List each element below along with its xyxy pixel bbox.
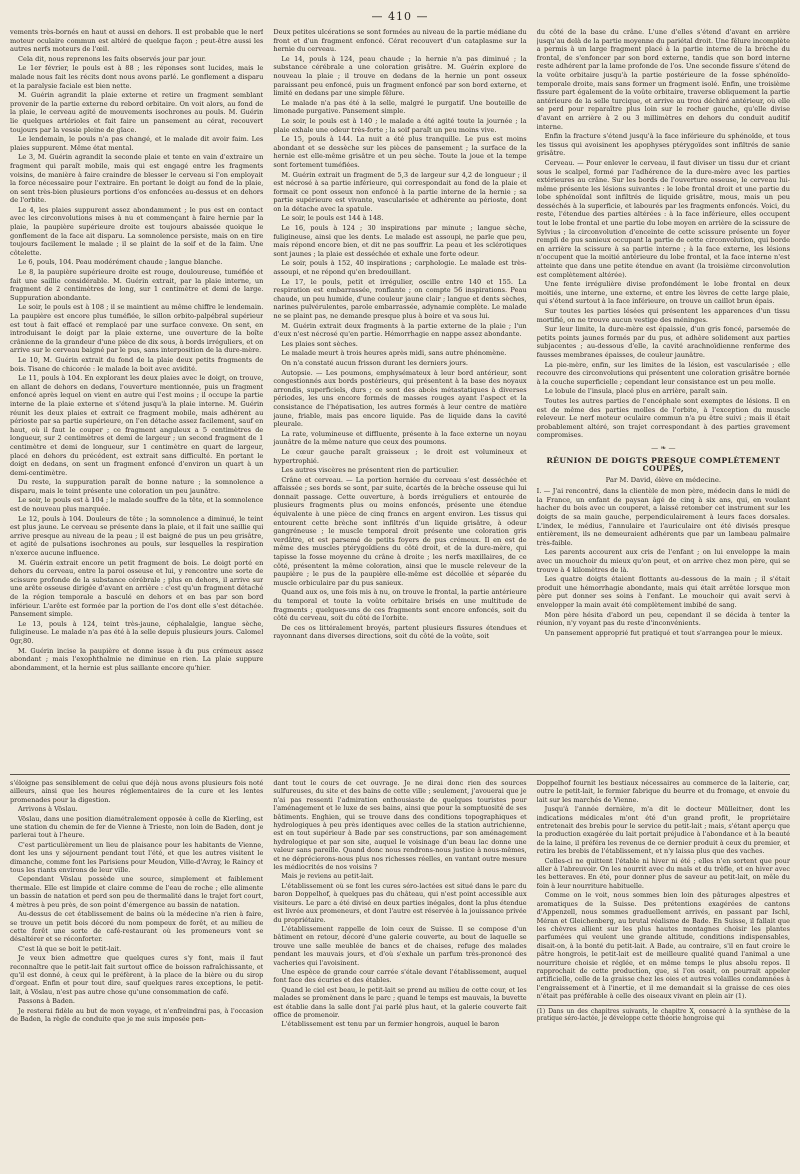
lower-column-3-text — [537, 779, 790, 1001]
paragraph: Les parents accourent aux cris de l'enfant ; on lui enveloppe la main avec un mouchoir du mieux qu'on peut, et on arrive chez mon père, qui se trouve à 4 kilomètres de là. — [536, 548, 790, 574]
paragraph: Le malade n'a pas été à la selle, malgré le purgatif. Une bouteille de limonade purgative. Pansement simple. — [273, 98, 527, 116]
article-byline: Par M. David, élève en médecine. — [605, 475, 722, 484]
upper-column-3 — [537, 28, 790, 770]
lower-column-3 — [537, 779, 790, 1159]
paragraph: Le lobule de l'insula, placé plus en arrière, paraît sain. — [544, 387, 728, 396]
paragraph: Le 3, M. Guérin agrandit la seconde plaie et tente en vain d'extraire un fragment qui paraît mobile, mais qui est engagé entre les fragments voisins, de manière à faire craindre de blesser le cerveau si l'on employait la force nécessaire pour l'extraire. En portant le doigt au fond de la plaie, on sent très-bien plusieurs portions d'os enfoncées au-dessus et en dehors de l'orbite. — [10, 153, 264, 205]
paragraph: M. Guérin extrait un fragment de 5,3 de largeur sur 4,2 de longueur ; il est nécrosé à sa partie inférieure, qui correspondait au fond de la plaie et formait ce pont osseux non enfoncé à la partie interne de la hernie ; sa partie supérieure est vivante, vascularisée et adhérente au périoste, dont on la détache avec la spatule. — [273, 170, 527, 213]
paragraph: Au-dessus de cet établissement de bains où la médecine n'a rien à faire, se trouve un petit bois décoré du nom pompeux de forêt, et au milieu de cette forêt une sorte de café-restaurant où les promeneurs vont se désaltérer et se réconforter. — [10, 910, 264, 944]
paragraph: Le soir, le pouls est à 104 ; le malade souffre de la tête, et la somnolence est de nouveau plus marquée. — [10, 496, 264, 514]
paragraph: Une espèce de grande cour carrée s'étale devant l'établissement, auquel font face des écuries et des étables. — [273, 967, 527, 985]
paragraph: Cela dit, nous reprenons les faits observés jour par jour. — [18, 54, 206, 63]
paragraph: Le cœur gauche paraît graisseux ; le droit est volumineux et hypertrophié. — [273, 447, 527, 465]
paragraph: La pie-mère, enfin, sur les limites de la lésion, est vascularisée ; elle recouvre des circonvolutions qui présentent une coloration grisâtre bornée à la couche superficielle ; cependant leur consistance est un peu molle. — [536, 360, 790, 386]
paragraph: Cerveau. — Pour enlever le cerveau, il faut diviser un tissu dur et criant sous le scalpel, formé par l'adhérence de la dure-mère avec les parties extérieures au crâne. Sur les bords de l'ouverture osseuse, le cerveau lui-même présente les lésions suivantes : le lobe frontal droit et une partie du lobe sphénoïdal sont infiltrés de liquide grisâtre, mous, mais un peu desséchés à la superficie, et labourés par les fragments enfoncés. Voici, du reste, l'étendue des parties altérées : à la face inférieure, elles occupent tout le lobe frontal et une partie du lobe moyen en arrière de la scissure de Sylvius ; la circonvolution d'enceinte de cette scissure présente un foyer rempli de pus sanieux occupant la partie de cette circonvolution, qui borde en arrière la scissure à sa partie interne ; à la face externe, les lésions n'occupent que la moitié antérieure du lobe frontal, et la face interne n'est atteinte que dans une petite étendue en avant (la troisième circonvolution est complètement altérée). — [536, 158, 790, 279]
paragraph: Le 15, pouls à 144. La nuit a été plus tranquille. Le pus est moins abondant et se dessèche sur les pièces de pansement ; la surface de la hernie est elle-même grisâtre et un peu sèche. Toute la joue et la tempe sont fortement tuméfiées. — [273, 135, 527, 169]
section-separator: — ❧ — — [651, 443, 676, 452]
paragraph: s'éloigne pas sensiblement de celui que déjà nous avons plusieurs fois noté ailleurs, ainsi que les heures réglementaires de la cure et les lentes promenades pour la digestion. — [10, 779, 264, 804]
paragraph: du côté de la base du crâne. L'une d'elles s'étend d'avant en arrière jusqu'au delà de la partie moyenne du pariétal droit. Une fêlure incomplète a permis à un large fragment placé à la partie interne de la brèche du frontal, de s'enfoncer par son bord externe, tandis que son bord interne reste adhérent par la lame profonde de l'os. Une seconde fissure s'étend de la voûte orbitaire jusqu'à la partie postérieure de la fosse sphénoïdo-temporale droite, mais sans former un fragment isolé. Enfin, une troisième fissure part également de la voûte orbitaire, traverse obliquement la partie antérieure de la selle turcique, et arrive au trou déchiré antérieur, où elle se perd pour reparaître plus loin sur le rocher gauche, qu'elle divise d'avant en arrière à 2 ou 3 millimètres en dehors du conduit auditif interne. — [536, 28, 790, 131]
paragraph: Le soir, le pouls est à 140 ; le malade a été agité toute la journée ; la plaie exhale une odeur très-forte ; la soif paraît un peu moins vive. — [273, 116, 527, 134]
paragraph: Les autres viscères ne présentent rien de particulier. — [281, 466, 459, 475]
paragraph: Le malade meurt à trois heures après midi, sans autre phénomène. — [281, 349, 507, 358]
paragraph: M. Guérin extrait encore un petit fragment de bois. Le doigt porté en dehors du cerveau, entre la paroi osseuse et lui, y rencontre une sorte de scissure profonde de la substance cérébrale ; plus en dehors, il arrive sur une arête osseuse dirigée d'avant en arrière : c'est qu'un fragment détaché de la région temporale a basculé en dehors et en bas par son bord inférieur. L'arête est formée par la portion de l'os dont elle s'est détachée. Pansement simple. — [10, 558, 264, 619]
article-body — [537, 487, 790, 637]
paragraph: Celles-ci ne quittent l'étable ni hiver ni été ; elles n'en sortent que pour aller à l'abreuvoir. On les nourrit avec du maïs et du trèfle, et en hiver avec les betteraves. En été, pour donner plus de saveur au petit-lait, on mêle du foin à leur nourriture habituelle. — [536, 856, 790, 890]
lower-column-2 — [273, 779, 526, 1159]
footnote: (1) Dans un des chapitres suivants, le chapitre X, consacré à la synthèse de la pratique séro-lactée, je développe cette théorie hongroise qui — [537, 1005, 790, 1023]
paragraph: I. — J'ai rencontré, dans la clientèle de mon père, médecin dans le midi de la France, un enfant de paysan âgé de cinq à six ans, qui, en voulant hacher du bois avec un couperet, a laissé retomber cet instrument sur les doigts de sa main gauche, perpendiculairement à leurs faces dorsales. L'index, le médius, l'annulaire et l'auriculaire ont été divisés presque entièrement, ils ne demeuraient adhérents que par un lambeau palmaire très-faible. — [536, 487, 790, 547]
paragraph: Le 10, M. Guérin extrait du fond de la plaie deux petits fragments de bois. Tisane de chicorée : le malade la boit avec avidité. — [10, 355, 264, 373]
paragraph: C'est particulièrement un lieu de plaisance pour les habitants de Vienne, dont les uns y séjournent pendant tout l'été, et que les autres visitent le dimanche, comme font les Parisiens pour Meudon, Ville-d'Avray, le Raincy et tous les riants environs de leur ville. — [10, 840, 264, 875]
paragraph: Sur leur limite, la dure-mère est épaissie, d'un gris foncé, parsemée de petits points jaunes formés par du pus, et adhère solidement aux parties subjacentes ; au-dessous d'elle, la cavité arachnoïdienne renferme des fausses membranes épaisses, de couleur jaunâtre. — [536, 325, 790, 359]
paragraph: Le 8, la paupière supérieure droite est rouge, douloureuse, tuméfiée et fait une saillie considérable. M. Guérin extrait, par la plaie interne, un fragment de 2 centimètres de long, sur 1 centimètre et demi de large. Suppuration abondante. — [10, 268, 264, 302]
upper-column-1 — [10, 28, 263, 770]
paragraph: Le 16, pouls à 124 ; 30 inspirations par minute ; langue sèche, fuligineuse, ainsi que les dents. Le malade est assoupi, ne parle que peu, mais répond encore bien, et dit ne pas souffrir. La peau et les sclérotiques sont jaunes ; la plaie est desséchée et exhale une forte odeur. — [273, 224, 527, 258]
paragraph: Un pansement approprié fut pratiqué et tout s'arrangea pour le mieux. — [544, 628, 783, 637]
paragraph: Comme on le voit, nous sommes bien loin des pâturages alpestres et aromatiques de la Suisse. Des prétentions exagérées de cantons d'Appenzell, nous sommes graduellement arrivés, en passant par Ischl, Méran et Gleichenberg, au brutal réalisme de Bade. En Suisse, il fallait que les chèvres allient sur les plus hautes montagnes choisir les plantes parfumées qui veulent une grande altitude, conditions indispensables, disait-on, à la bonté du petit-lait. A Bade, au contraire, s'il en faut croire le pâtre hongrois, le petit-lait est de meilleure qualité quand l'animal a une nourriture choisie et réglée, et en même temps le plus absolu repos. Il rapprochait de cette production, que, si l'on osait, on pourrait appeler artificielle, celle de la graisse chez les oies et autres volailles condamnées à l'engraissement et à l'inertie, et il me demandait si la graisse de ces oies n'était pas préférable à celle des oiseaux vivant en plein air (1). — [536, 891, 790, 1001]
paragraph: Le 11, pouls à 104. En explorant les deux plaies avec le doigt, on trouve, en allant de dehors en dedans, l'ouverture mentionnée, puis un fragment enfoncé après lequel on vient en autre qui l'est moins ; il occupe la partie interne de la plaie externe et s'étend jusqu'à la plaie interne. M. Guérin réunit les deux plaies et extrait ce fragment mobile, mais adhérent au périoste par sa partie supérieure, on l'en détache assez facilement, sauf en haut, où il faut le couper ; ce fragment anguleux a 5 centimètres de longueur, sur 2 centimètres et demi de largeur ; un second fragment de 1 centimètre et demi de longueur, sur 1 centimètre en quart de largeur, placé en dehors du précédent, est extrait sans difficulté. En portant le doigt en dedans, on sent un fragment enfoncé d'environ un quart à un demi-centimètre. — [10, 374, 264, 477]
upper-column-3-text — [537, 28, 790, 440]
paragraph: Le 13, pouls à 124, teint très-jaune, céphalalgie, langue sèche, fuligineuse. Le malade n'a pas été à la selle depuis plusieurs jours. Calomel 0gr,80. — [10, 619, 264, 645]
paragraph: Le soir, pouls à 152, 40 inspirations ; carphologie. Le malade est très-assoupi, et ne répond qu'en bredouillant. — [273, 259, 527, 277]
paragraph: On n'a constaté aucun frisson durant les derniers jours. — [281, 358, 469, 367]
paragraph: Toutes les autres parties de l'encéphale sont exemptes de lésions. Il en est de même des parties molles de l'orbite, à l'exception du muscle releveur. Le nerf moteur oculaire commun n'a pu être suivi ; mais il était probablement altéré, son trajet correspondant à des parties gravement compromises. — [536, 396, 790, 440]
paragraph: Les plaies sont sèches. — [281, 339, 358, 348]
paragraph: M. Guérin agrandit la plaie externe et retire un fragment semblant provenir de la partie externe du rebord orbitaire. On voit alors, au fond de la plaie, le cerveau agité de mouvements isochrones au pouls. M. Guérin lie quelques artérioles et fait faire un pansement au cérat, recouvert toujours par la vessie pleine de glace. — [10, 91, 264, 134]
paragraph: Autopsie. — Les poumons, emphysémateux à leur bord antérieur, sont congestionnés aux bords postérieurs, qui présentent à la base des noyaux arrondis, superficiels, durs ; ce sont des abcès métastatiques à diverses périodes, les uns encore formés de masses rouges ayant l'aspect et la consistance de l'hépatisation, les autres formés à leur centre de matière jaune, friable, mais pas encore liquide. Pas de liquide dans la cavité pleurale. — [273, 368, 527, 429]
paragraph: Le soir, le pouls est 144 à 148. — [281, 214, 384, 223]
paragraph: Je resterai fidèle au but de mon voyage, et n'enfreindrai pas, à l'occasion de Baden, la règle de conduite que je me suis imposée pen- — [10, 1006, 264, 1023]
paragraph: Du reste, la suppuration paraît de bonne nature ; la somnolence a disparu, mais le teint présente une coloration un peu jaunâtre. — [10, 478, 264, 495]
paragraph: La rate, volumineuse et diffluente, présente à la face externe un noyau jaunâtre de la même nature que ceux des poumons. — [273, 429, 527, 447]
paragraph: Deux petites ulcérations se sont formées au niveau de la partie médiane du front et d'un fragment enfoncé. Cérat recouvert d'un cataplasme sur la hernie du cerveau. — [273, 28, 527, 54]
paragraph: Les quatre doigts étaient flottants au-dessous de la main ; il s'était produit une hémorrhagie abondante, mais qui était arrêtée lorsque mon père put donner ses soins à l'enfant. Le mouchoir qui avait servi à envelopper la main avait été complètement imbibé de sang. — [536, 575, 790, 609]
paragraph: Mon père hésita d'abord un peu, cependant il se décida à tenter la réunion, n'y voyant pas du reste d'inconvénients. — [536, 610, 790, 628]
paragraph: C'est là que se boit le petit-lait. — [18, 944, 122, 953]
upper-section — [10, 28, 790, 770]
paragraph: Vöslau, dans une position diamétralement opposée à celle de Kierling, est une station du chemin de fer de Vienne à Trieste, non loin de Baden, dont je parlerai tout à l'heure. — [10, 814, 264, 840]
paragraph: Le lendemain, le pouls n'a pas changé, et le malade dit avoir faim. Les plaies suppurent. Même état mental. — [10, 135, 264, 152]
paragraph: Une fente irrégulière divise profondément le lobe frontal en deux moitiés, une interne, une externe, et entre les lèvres de cette large plaie, qui s'étend surtout à la face inférieure, on trouve un caillot brun épais. — [536, 280, 790, 306]
paragraph: Quand le ciel est beau, le petit-lait se prend au milieu de cette cour, et les malades se promènent dans le parc ; quand le temps est mauvais, la buvette est établie dans la salle dont j'ai parlé plus haut, et la galerie couverte fait office de promenoir. — [273, 985, 527, 1019]
paragraph: Crâne et cerveau. — La portion herniée du cerveau s'est desséchée et affaissée ; ses bords se sont, par suite, écartés de la brèche osseuse qui lui donnait passage. Cette ouverture, à bords irréguliers et entourée de plusieurs fragments plus ou moins enfoncés, présente une étendue équivalente à une pièce de cinq francs en argent environ. Les tissus qui entourent cette brèche sont infiltrés d'un liquide grisâtre, à odeur gangréneuse ; le muscle temporal droit présente une coloration gris verdâtre, et est parsemé de petits foyers de pus crémeux. Il en est de même des muscles ptérygoïdiens du côté droit, et de la dure-mère, qui tapisse la fosse moyenne du crâne à droite ; les nerfs maxillaires, de ce côté, présentent la même coloration, ainsi que le muscle releveur de la paupière ; le pus de la paupière elle-même est décollée et séparée du muscle orbiculaire par du pus sanieux. — [273, 475, 527, 587]
lower-column-1 — [10, 779, 263, 1159]
paragraph: M. Guérin extrait deux fragments à la partie externe de la plaie ; l'un d'eux n'est nécrosé qu'en partie. Hémorrhagie en nappe assez abondante. — [273, 321, 527, 339]
section-divider-line — [10, 774, 790, 775]
article-title: RÉUNION DE DOIGTS PRESQUE COMPLÈTEMENT COUPÉS, — [546, 455, 781, 474]
paragraph: Le 6, pouls, 104. Peau modérément chaude ; langue blanche. — [18, 258, 223, 267]
paragraph: vements très-bornés en haut et aussi en dehors. Il est probable que le nerf moteur oculaire commun est altéré de quelque façon ; peut-être aussi les autres nerfs moteurs de l'œil. — [10, 28, 264, 54]
paragraph: Le 14, pouls à 124, peau chaude ; la hernie n'a pas diminué ; la substance cérébrale a une coloration grisâtre. M. Guérin explore de nouveau la plaie ; il trouve en dedans de la hernie un pont osseux paraissant peu enfoncé, puis un fragment enfoncé par son bord externe, et limité en dedans par une simple fêlure. — [273, 54, 527, 98]
paragraph: Jusqu'à l'année dernière, m'a dit le docteur Mülleitner, dont les indications médicales m'ont été d'un grand profit, le propriétaire entretenait des brebis pour le service du petit-lait ; mais, s'étant aperçu que la production exagérée du lait portait préjudice à l'abondance et à la beauté de la laine, il préféra les revenus de ce dernier produit à ceux du premier, et retira les brebis de l'établissement, et n'y laissa plus que des vaches. — [536, 805, 790, 856]
paragraph: Enfin la fracture s'étend jusqu'à la face inférieure du sphénoïde, et tous les tissus qui avoisinent les apophyses ptérygoïdes sont infiltrés de sanie grisâtre. — [536, 132, 790, 158]
paragraph: Arrivons à Vöslau. — [18, 805, 78, 814]
paragraph: Le 12, pouls à 104. Douleurs de tête ; la somnolence a diminué, le teint est plus jaune. Le cerveau se présente dans la plaie, et il fait une saillie qui arrive presque au niveau de la peau ; il est baigné de pus un peu grisâtre, et agité de pulsations isochrones au pouls, sur lesquelles la respiration n'exerce aucune influence. — [10, 514, 264, 558]
paragraph: L'établissement est tenu par un fermier hongrois, auquel le baron — [281, 1020, 500, 1029]
newspaper-page — [10, 6, 790, 1158]
paragraph: Le 1er février, le pouls est à 88 ; les réponses sont lucides, mais le malade nous fait les récits dont nous avons parlé. Le gonflement a disparu et la paralysie faciale est bien nette. — [10, 64, 264, 90]
paragraph: Le 4, les plaies suppurent assez abondamment ; le pus est en contact avec les circonvolutions mises à nu et commençant à faire hernie par la plaie, la paupière supérieure droite est toujours abaissée quoique le gonflement de la face ait disparu. La somnolence persiste, mais on en tire toujours facilement le malade ; il se plaint de la soif et de la faim. Une côtelette. — [10, 205, 264, 257]
paragraph: Cependant Vöslau possède une source, simplement et faiblement thermale. Elle est limpide et claire comme de l'eau de roche ; elle alimente un bassin de natation et perd son peu de thermalité dans le trajet fort court, 4 mètres à peu près, de son point d'émergence au bassin de natation. — [10, 875, 264, 909]
paragraph: Mais je reviens au petit-lait. — [281, 872, 374, 881]
paragraph: Je veux bien admettre que quelques cures s'y font, mais il faut reconnaître que le petit-lait fait surtout office de boisson rafraîchissante, et qu'il est donné, à ceux qui le préfèrent, à la place de la bière ou du sirop d'orgeat. Enfin et pour tout dire, sauf quelques rares exceptions, le petit-lait, à Vöslau, n'est pas autre chose qu'une consommation de café. — [10, 954, 264, 996]
paragraph: Passons à Baden. — [18, 997, 75, 1006]
paragraph: L'établissement rappelle de loin ceux de Suisse. Il se compose d'un bâtiment en retour, décoré d'une galerie couverte, au bout de laquelle se trouve une salle meublée de bancs et de chaises, refuge des malades pendant les mauvais jours, et d'où s'exhale un parfum très-prononcé des vacheries qui l'avoisinent. — [273, 924, 527, 967]
paragraph: Doppelhof fournit les bestiaux nécessaires au commerce de la laiterie, car, outre le petit-lait, le fermier fabrique du beurre et du fromage, et envoie du lait sur les marchés de Vienne. — [536, 779, 790, 804]
paragraph: De ces os littéralement broyés, partent plusieurs fissures étendues et rayonnant dans diverses directions, soit du côté de la voûte, soit — [273, 623, 527, 641]
paragraph: Le soir, le pouls est à 108 ; il se maintient au même chiffre le lendemain. La paupière est encore plus tuméfiée, le sillon orbito-palpébral supérieur est tout à fait effacé et remplacé par une surface convexe. On sent, en introduisant le doigt par la plaie externe, une ouverture de la boîte crânienne de la grandeur d'une pièce de dix sous, à bords irréguliers, et on arrive sur le cerveau baigné par le pus, sans interposition de la dure-mère. — [10, 303, 264, 355]
paragraph: dant tout le cours de cet ouvrage. Je ne dirai donc rien des sources sulfureuses, du site et des bains de cette ville ; seulement, j'avouerai que je n'ai pas ressenti l'admiration enthousiaste de quelques touristes pour l'aménagement et le luxe de ses bains, ainsi que pour la somptuosité de ses bâtiments. Enghien, qui se trouve dans des conditions topographiques et hydrologiques à peu près identiques avec celles de la station autrichienne, est en tout supérieur à Bade par ses constructions, par son aménagement hydrologique et par son site, auquel le voisinage d'un beau lac donne une valeur sans pareille. Quand donc nous rendrons-nous justice à nous-mêmes, et ne déprécierons-nous plus nos richesses réelles, en vantant outre mesure les médiocrités de nos voisins ? — [273, 779, 527, 872]
paragraph: Sur toutes les parties lésées qui présentent les apparences d'un tissu mortifié, on ne trouve aucun vestige des méninges. — [536, 307, 790, 324]
paragraph: Le 17, le pouls, petit et irrégulier, oscille entre 140 et 155. La respiration est embarrassée, ronflante ; on compte 56 inspirations. Peau chaude, un peu humide, d'une couleur jaune clair ; langue et dents sèches, narines pulvérulentes, parole embarrassée, adynamie complète. Le malade ne se plaint pas, ne demande presque plus à boire et va sous lui. — [273, 277, 527, 320]
paragraph: M. Guérin incise la paupière et donne issue à du pus crémeux assez abondant ; mais l'exophthalmie ne diminue en rien. La plaie suppure abondamment, et la hernie est plus saillante encore qu'hier. — [10, 646, 264, 672]
paragraph: L'établissement où se font les cures séro-lactées est situé dans le parc du baron Doppelhof, à quelques pas du château, qui n'est point accessible aux visiteurs. Le parc a été divisé en deux parties inégales, dont la plus étendue est livrée aux promeneurs, et dont l'autre est réservée à la jouissance privée du propriétaire. — [273, 881, 527, 924]
lower-section — [10, 779, 790, 1159]
page-number: — 410 — — [371, 10, 429, 23]
paragraph: Quand aux os, une fois mis à nu, on trouve le frontal, la partie antérieure du temporal et toute la voûte orbitaire brisés en une multitude de fragments ; quelques-uns de ces fragments sont encore enfoncés, soit du côté du cerveau, soit du côté de l'orbite. — [273, 588, 527, 623]
upper-column-2 — [273, 28, 526, 770]
